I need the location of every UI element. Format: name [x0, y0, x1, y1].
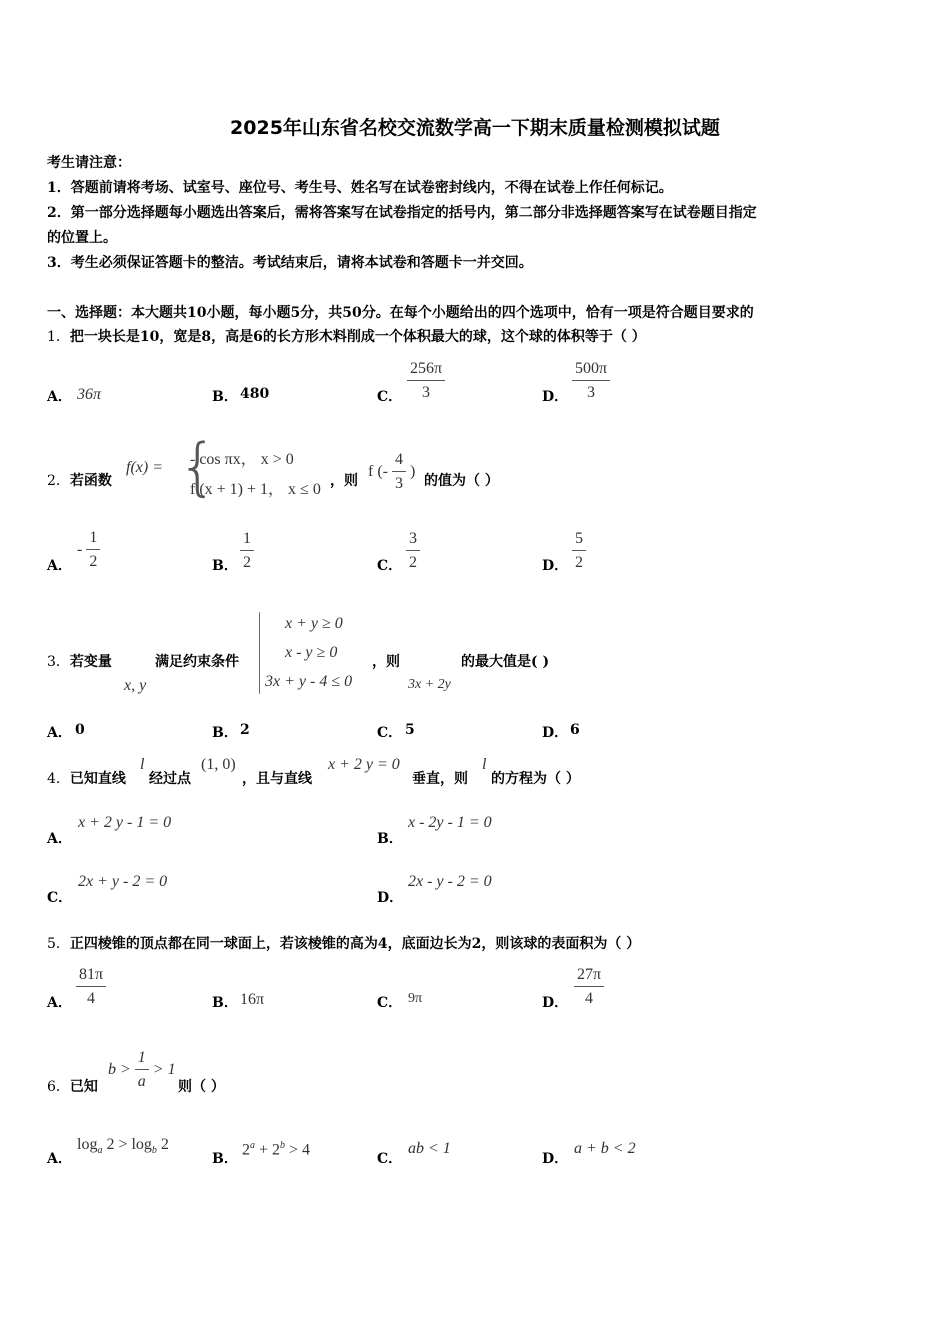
- q5-option-a-label[interactable]: A．: [47, 995, 72, 1011]
- q3-option-c-label[interactable]: C．: [377, 725, 403, 741]
- eval-suffix: ): [409, 463, 416, 480]
- q3-brace: [259, 612, 262, 694]
- exp-a: a: [250, 1140, 255, 1151]
- q4-option-b-value: x - 2y - 1 = 0: [408, 814, 492, 831]
- q6-option-c-value: ab < 1: [408, 1140, 451, 1157]
- question-number: 3．: [47, 654, 70, 670]
- q4-line-l: l: [140, 756, 145, 773]
- q3-mid-text: 满足约束条件: [155, 654, 239, 670]
- question-number: 1．: [47, 329, 70, 345]
- q3-option-a-label[interactable]: A．: [47, 725, 72, 741]
- log-base-a: a: [97, 1145, 103, 1157]
- q3-option-c-value: 5: [405, 722, 415, 738]
- q5-option-d-value: [574, 966, 604, 1007]
- q3-option-d-label[interactable]: D．: [542, 725, 569, 741]
- q3-option-d-value: 6: [570, 722, 580, 738]
- q4-option-a-value: x + 2 y - 1 = 0: [78, 814, 172, 831]
- q5-option-c-label[interactable]: C．: [377, 995, 403, 1011]
- q5-option-b-value: 16π: [240, 991, 265, 1008]
- q5-option-b-label[interactable]: B．: [212, 995, 238, 1011]
- q4-option-d-value: 2x - y - 2 = 0: [408, 873, 492, 890]
- base-two: 2: [242, 1141, 250, 1159]
- q4-option-a-label[interactable]: A．: [47, 831, 72, 847]
- question-number: 2．: [47, 473, 70, 489]
- fraction-numerator: 500π: [572, 361, 610, 381]
- q3-objective: 3x + 2y: [408, 677, 451, 692]
- fraction-denominator: 3: [587, 384, 596, 401]
- q6-option-d-label[interactable]: D．: [542, 1151, 569, 1167]
- question-number: 5．: [47, 936, 70, 952]
- question-1: [47, 326, 646, 346]
- q2-mid-text: ，则: [330, 473, 358, 489]
- gt-four: > 4: [285, 1141, 311, 1159]
- q2-option-d-label[interactable]: D．: [542, 558, 569, 574]
- q2-option-b-value: [240, 530, 254, 571]
- notice-heading: 考生请注意：: [47, 155, 131, 171]
- q3-option-a-value: 0: [75, 722, 85, 738]
- condition-gt-one: > 1: [152, 1061, 176, 1078]
- q2-function-name: f(x) =: [126, 459, 163, 476]
- fraction-denominator: 4: [87, 990, 96, 1007]
- notice-item-3: 3．考生必须保证答题卡的整洁。考试结束后，请将本试卷和答题卡一并交回。: [47, 255, 533, 271]
- q5-option-a-value: [76, 966, 106, 1007]
- question-text: 已知: [69, 1079, 98, 1095]
- q4-line-l-2: l: [482, 756, 487, 773]
- q3-then-text: ，则: [372, 654, 400, 670]
- question-number: 6．: [47, 1079, 70, 1095]
- q6-option-b-label[interactable]: B．: [212, 1151, 238, 1167]
- q5-option-c-value: 9π: [408, 991, 423, 1006]
- fraction-numerator: 81π: [76, 967, 106, 987]
- q2-case-2: f (x + 1) + 1， x ≤ 0: [190, 481, 321, 498]
- q1-option-b-value: 480: [240, 386, 270, 402]
- fraction-denominator: 2: [575, 554, 583, 571]
- fraction-numerator: 1: [86, 530, 100, 550]
- q1-option-a-value: 36π: [77, 386, 102, 403]
- q3-variables: x, y: [124, 677, 147, 694]
- q4-given-line: x + 2 y = 0: [328, 756, 400, 773]
- q5-option-d-label[interactable]: D．: [542, 995, 569, 1011]
- fraction-denominator: 2: [409, 554, 417, 571]
- question-text: 若变量: [69, 654, 112, 670]
- section-heading: 一、选择题：本大题共10小题，每小题5分，共50分。在每个小题给出的四个选项中，恰有一项是符合题目要求的: [47, 305, 754, 321]
- page-title: 2025年山东省名校交流数学高一下期末质量检测模拟试题: [230, 117, 720, 139]
- q4-option-d-label[interactable]: D．: [377, 890, 404, 906]
- q6-option-a-label[interactable]: A．: [47, 1151, 72, 1167]
- q1-option-a-label[interactable]: A．: [47, 389, 72, 405]
- q4-text-3: ，且与直线: [242, 771, 312, 787]
- q2-option-a-label[interactable]: A．: [47, 558, 72, 574]
- q6-option-a-value: [77, 1136, 169, 1156]
- question-text: 把一块长是10，宽是8，高是6的长方形木料削成一个体积最大的球，这个球的体积等于（ ）: [69, 329, 646, 345]
- log-base-b: b: [151, 1145, 157, 1157]
- q1-option-d-fraction: [572, 360, 610, 401]
- q2-option-d-value: [572, 530, 586, 571]
- fraction-numerator: 4: [392, 452, 406, 472]
- question-3-prefix: [47, 651, 112, 671]
- q3-option-b-value: 2: [240, 722, 250, 738]
- q4-text-4: 垂直，则: [412, 771, 468, 787]
- plus-two: + 2: [255, 1141, 281, 1159]
- q3-option-b-label[interactable]: B．: [212, 725, 238, 741]
- q4-option-b-label[interactable]: B．: [377, 831, 403, 847]
- fraction-numerator: 256π: [407, 361, 445, 381]
- question-number: 4．: [47, 771, 70, 787]
- fraction-denominator: 3: [422, 384, 431, 401]
- question-5: [47, 933, 640, 953]
- q2-case-1: - cos πx， x > 0: [190, 451, 294, 468]
- fraction-denominator: 2: [243, 554, 251, 571]
- condition-b: b >: [108, 1061, 131, 1078]
- fraction-numerator: 27π: [574, 967, 604, 987]
- q3-post-text: 的最大值是( ): [461, 654, 550, 670]
- notice-item-1: 1．答题前请将考场、试室号、座位号、考生号、姓名写在试卷密封线内，不得在试卷上作任何标记。: [47, 180, 673, 196]
- fraction-numerator: 1: [240, 531, 254, 551]
- q6-option-b-value: [242, 1140, 310, 1159]
- q1-option-d-label[interactable]: D．: [542, 389, 569, 405]
- question-6-prefix: [47, 1076, 98, 1096]
- question-text: 若函数: [69, 473, 112, 489]
- fraction-numerator: 3: [406, 531, 420, 551]
- q3-constraint-2: x - y ≥ 0: [285, 644, 338, 661]
- question-4-prefix: [47, 768, 126, 788]
- minus-sign: -: [77, 541, 83, 558]
- fraction-denominator: a: [137, 1073, 146, 1090]
- q2-option-a-value: [77, 530, 100, 570]
- log-mid: 2 > log: [102, 1136, 152, 1153]
- question-text: 正四棱锥的顶点都在同一球面上，若该棱锥的高为4，底面边长为2，则该球的表面积为（ ）: [69, 936, 641, 952]
- q6-post-text: 则（ ）: [178, 1079, 225, 1095]
- q2-post-text: 的值为（ ）: [424, 473, 499, 489]
- fraction-denominator: 2: [89, 553, 98, 570]
- notice-item-2: 2．第一部分选择题每小题选出答案后，需将答案写在试卷指定的括号内，第二部分非选择题答案写在试卷题目指定: [47, 205, 757, 221]
- fraction-denominator: 4: [585, 990, 594, 1007]
- question-2-prefix: [47, 470, 112, 490]
- fraction-denominator: 3: [394, 475, 403, 492]
- q2-option-c-value: [406, 530, 420, 571]
- q6-option-d-value: a + b < 2: [574, 1140, 636, 1157]
- q3-constraint-1: x + y ≥ 0: [285, 615, 343, 632]
- q2-evaluation: [368, 452, 415, 492]
- q4-text-5: 的方程为（ ）: [491, 771, 580, 787]
- fraction-numerator: 5: [572, 531, 586, 551]
- q6-condition: [108, 1050, 176, 1090]
- exp-b: b: [280, 1140, 286, 1151]
- question-text: 已知直线: [69, 771, 126, 787]
- q2-option-b-label[interactable]: B．: [212, 558, 238, 574]
- eval-prefix: f (-: [368, 463, 388, 480]
- q3-constraint-3: 3x + y - 4 ≤ 0: [265, 673, 353, 690]
- log-end: 2: [156, 1136, 169, 1153]
- log-text: log: [77, 1136, 98, 1153]
- q1-option-c-label[interactable]: C．: [377, 389, 403, 405]
- q4-point: (1, 0): [201, 756, 236, 773]
- q2-option-c-label[interactable]: C．: [377, 558, 403, 574]
- q1-option-b-label[interactable]: B．: [212, 389, 238, 405]
- q2-brace: {: [178, 430, 218, 503]
- q4-text-2: 经过点: [149, 771, 191, 787]
- notice-item-2-cont: 的位置上。: [47, 230, 117, 246]
- q1-option-c-fraction: [407, 360, 445, 401]
- q4-option-c-value: 2x + y - 2 = 0: [78, 873, 168, 890]
- q6-option-c-label[interactable]: C．: [377, 1151, 403, 1167]
- q4-option-c-label[interactable]: C．: [47, 890, 73, 906]
- fraction-numerator: 1: [135, 1050, 149, 1070]
